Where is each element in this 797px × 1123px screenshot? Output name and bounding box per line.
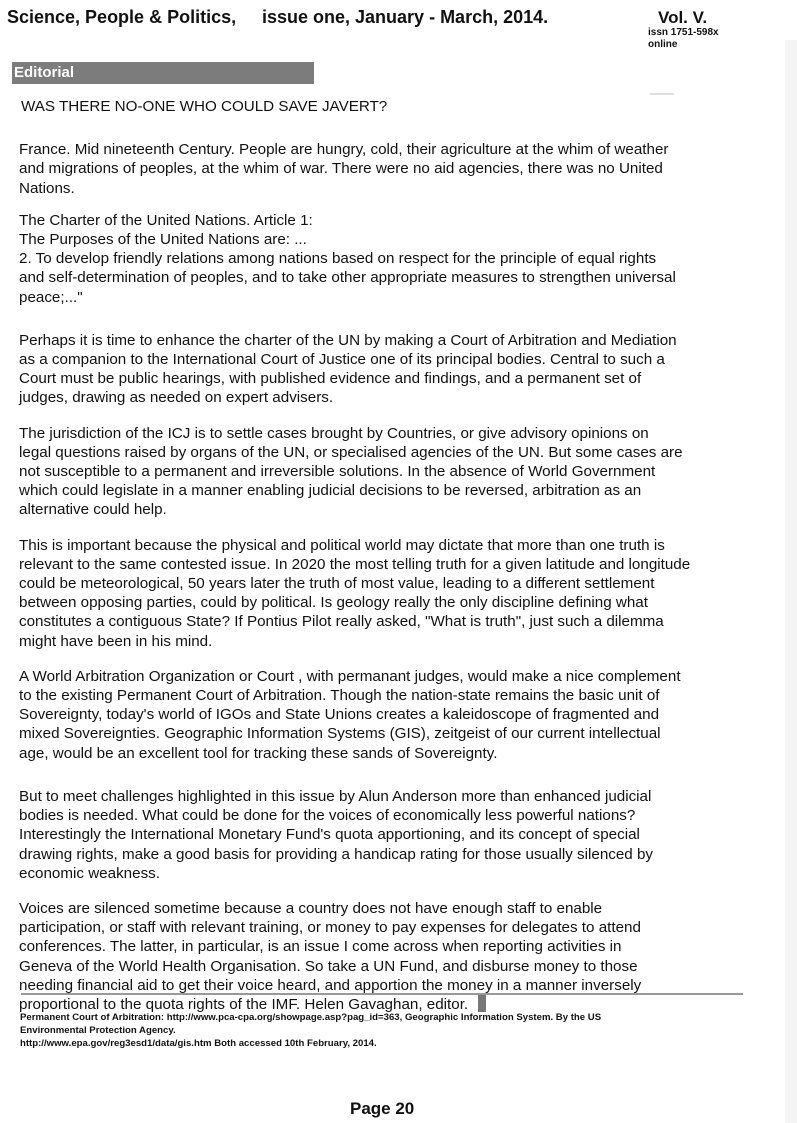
text-line: could be meteorological, 50 years later the truth of most value, leading to a different settlement — [19, 575, 655, 593]
article-body — [19, 97, 775, 1014]
text-line: Nations. — [19, 179, 75, 197]
text-line: and migrations of peoples, at the whim of war. There were no aid agencies, there was no United — [19, 160, 663, 178]
text-line: This is important because the physical and political world may dictate that more than one truth is — [19, 536, 665, 554]
footnote-divider — [21, 993, 743, 995]
text-line: age, would be an excellent tool for tracking these sands of Sovereignty. — [19, 744, 498, 762]
article-paragraph — [19, 331, 775, 408]
text-line: constitutes a contiguous State? If Pontius Pilot really asked, "What is truth", just such a dilemma — [19, 613, 664, 631]
text-line: as a companion to the International Court of Justice one of its principal bodies. Central to such a — [19, 351, 665, 369]
decorative-mark — [650, 93, 674, 95]
reference-line: Environmental Protection Agency. — [20, 1025, 176, 1036]
text-line: to the existing Permanent Court of Arbitration. Though the nation-state remains the basic unit of — [19, 687, 660, 705]
text-line: and self-determination of peoples, and to take other appropriate measures to strengthen universal — [19, 269, 676, 287]
text-line: Sovereignty, today's world of IGOs and State Unions creates a kaleidoscope of fragmented and — [19, 706, 660, 724]
reference-line: Permanent Court of Arbitration: http://www.pca-cpa.org/showpage.asp?pag_id=363, Geographic Information System. By the US — [20, 1012, 602, 1023]
text-line: mixed Sovereignties. Geographic Information Systems (GIS), zeitgeist of our current intellectual — [19, 725, 661, 743]
text-line: conferences. The latter, in particular, is an issue I come across when reporting activities in — [19, 938, 622, 956]
article-paragraph — [19, 211, 775, 307]
text-line: Perhaps it is time to enhance the charter of the UN by making a Court of Arbitration and Mediation — [19, 331, 677, 349]
text-line: judges, drawing as needed on expert advisers. — [19, 389, 334, 407]
references-block — [20, 1011, 760, 1050]
volume-label: Vol. V. — [658, 8, 708, 27]
text-line: peace;..." — [19, 288, 83, 306]
text-line: economic weakness. — [19, 864, 160, 882]
text-line: The Charter of the United Nations. Article 1: — [19, 211, 313, 229]
text-line: participation, or staff with relevant training, or money to pay expenses for delegates to attend — [19, 919, 641, 937]
end-of-article-mark — [478, 995, 486, 1012]
text-line: proportional to the quota rights of the IMF. Helen Gavaghan, editor. — [19, 995, 469, 1013]
text-line: bodies is needed. What could be done for the voices of economically less powerful nations? — [19, 807, 636, 825]
article-paragraph — [19, 667, 775, 763]
text-line: not susceptible to a permanent and irreversible solutions. In the absence of World Government — [19, 463, 656, 481]
text-line: A World Arbitration Organization or Court , with permanant judges, would make a nice complement — [19, 667, 681, 685]
reference-line: http://www.epa.gov/reg3esd1/data/gis.htm Both accessed 10th February, 2014. — [20, 1038, 377, 1049]
text-line: But to meet challenges highlighted in this issue by Alun Anderson more than enhanced judicial — [19, 787, 652, 805]
article-paragraph — [19, 787, 775, 883]
text-line: needing financial aid to get their voice heard, and apportion the money in a manner inversely — [19, 976, 642, 994]
publication-format: online — [648, 39, 678, 50]
page-edge-shading — [785, 40, 797, 1123]
text-line: The jurisdiction of the ICJ is to settle cases brought by Countries, or give advisory opinions on — [19, 424, 649, 442]
article-paragraph — [19, 140, 775, 198]
issn-number: issn 1751-598x — [648, 27, 719, 38]
article-paragraph — [19, 536, 775, 651]
text-line: which could legislate in a manner enabling judicial decisions to be reversed, arbitration as an — [19, 482, 642, 500]
issn-block — [648, 27, 719, 51]
page-number: Page 20 — [350, 1099, 415, 1118]
journal-title: Science, People & Politics, — [7, 7, 237, 27]
text-line: legal questions raised by organs of the UN, or specialised agencies of the UN. But some cases are — [19, 443, 683, 461]
section-label-bar: Editorial — [12, 62, 314, 84]
issue-info: issue one, January - March, 2014. — [262, 7, 549, 27]
text-line: France. Mid nineteenth Century. People are hungry, cold, their agriculture at the whim of weather — [19, 141, 669, 159]
text-line: Voices are silenced sometime because a country does not have enough staff to enable — [19, 899, 603, 917]
text-line: between opposing parties, could by political. Is geology really the only discipline defining what — [19, 594, 648, 612]
text-line: The Purposes of the United Nations are: ... — [19, 231, 307, 249]
text-line: relevant to the same contested issue. In 2020 the most telling truth for a given latitude and longitude — [19, 555, 691, 573]
text-line: Geneva of the World Health Organisation. So take a UN Fund, and disburse money to those — [19, 957, 638, 975]
text-line: alternative could help. — [19, 501, 167, 519]
article-paragraph — [19, 899, 775, 1014]
text-line: 2. To develop friendly relations among nations based on respect for the principle of equal rights — [19, 250, 657, 268]
text-line: Interestingly the International Monetary Fund's quota apportioning, and its concept of special — [19, 826, 640, 844]
article-headline: WAS THERE NO-ONE WHO COULD SAVE JAVERT? — [21, 98, 388, 115]
text-line: Court must be public hearings, with published evidence and findings, and a permanent set of — [19, 370, 642, 388]
text-line: drawing rights, make a good basis for providing a handicap rating for those usually silenced by — [19, 845, 654, 863]
text-line: might have been in his mind. — [19, 632, 213, 650]
article-paragraph — [19, 424, 775, 520]
